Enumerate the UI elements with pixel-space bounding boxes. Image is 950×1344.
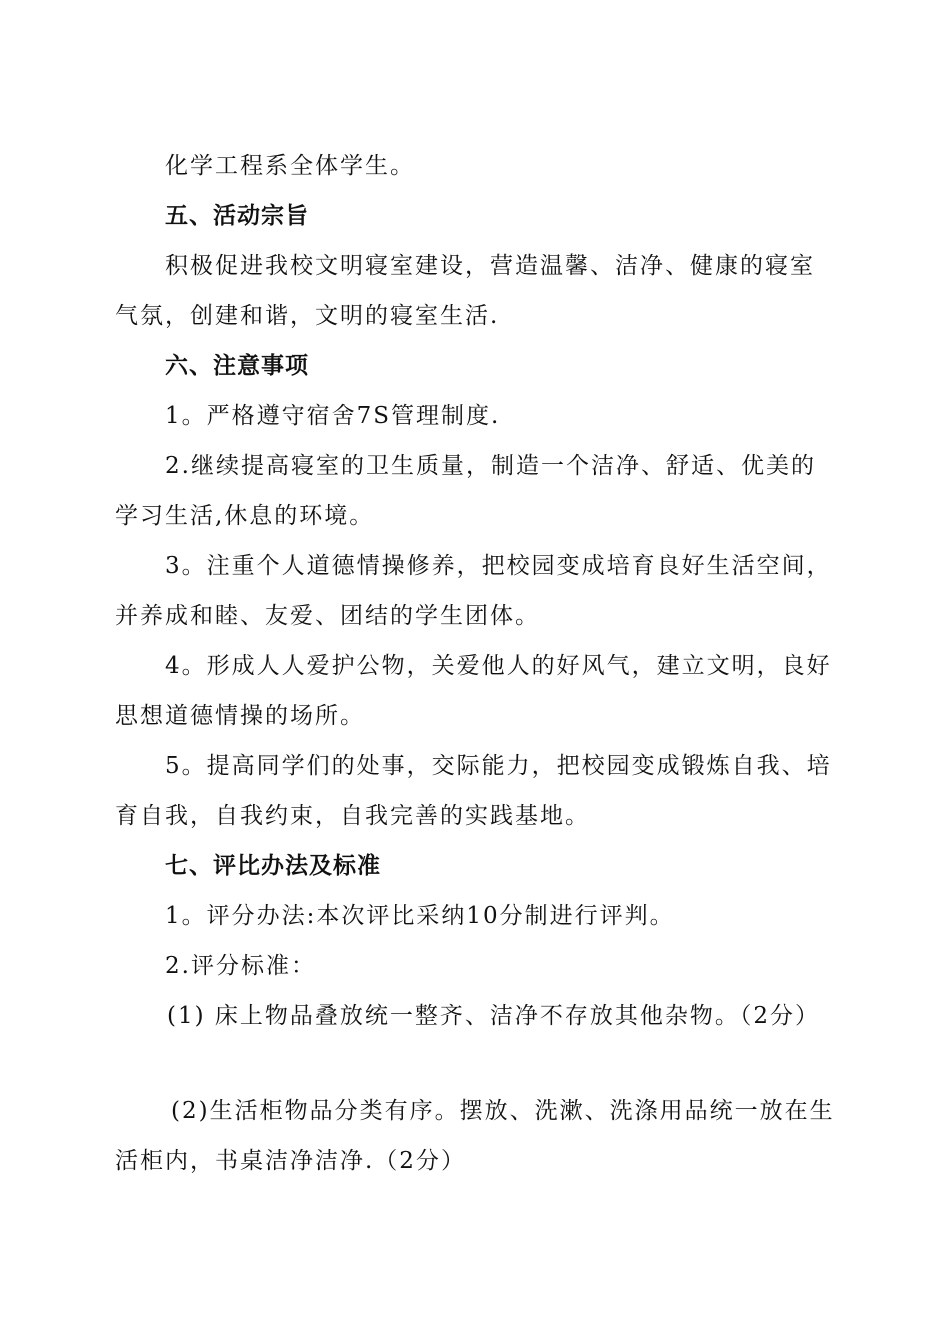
method-item-2: 2.评分标准： — [165, 953, 316, 979]
note-item-4: 4。形成人人爱护公物，关爱他人的好风气，建立文明，良好思想道德情操的场所。 — [115, 653, 832, 729]
method-item-1: 1。评分办法:本次评比采纳10分制进行评判。 — [165, 903, 675, 929]
heading-activity-purpose: 五、活动宗旨 — [165, 203, 309, 229]
note-item-2: 2.继续提高寝室的卫生质量，制造一个洁净、舒适、优美的学习生活,休息的环境。 — [115, 453, 816, 529]
heading-evaluation-method: 七、评比办法及标准 — [165, 853, 381, 879]
note-item-3: 3。注重个人道德情操修养，把校园变成培育良好生活空间，并养成和睦、友爱、团结的学生团体。 — [115, 553, 832, 629]
heading-notes: 六、注意事项 — [165, 353, 309, 379]
standard-item-2: (2)生活柜物品分类有序。摆放、洗漱、洗涤用品统一放在生活柜内，书桌洁净洁净.（2分） — [115, 1098, 835, 1174]
note-item-5: 5。提高同学们的处事，交际能力，把校园变成锻炼自我、培育自我，自我约束，自我完善的实践基地。 — [115, 753, 832, 829]
standard-item-1: (1) 床上物品叠放统一整齐、洁净不存放其他杂物。（2分） — [167, 1003, 821, 1029]
paragraph-target-audience: 化学工程系全体学生。 — [165, 153, 415, 179]
paragraph-activity-purpose: 积极促进我校文明寝室建设，营造温馨、洁净、健康的寝室气氛，创建和谐，文明的寝室生活. — [115, 253, 815, 329]
note-item-1: 1。严格遵守宿舍7S管理制度. — [165, 403, 501, 429]
